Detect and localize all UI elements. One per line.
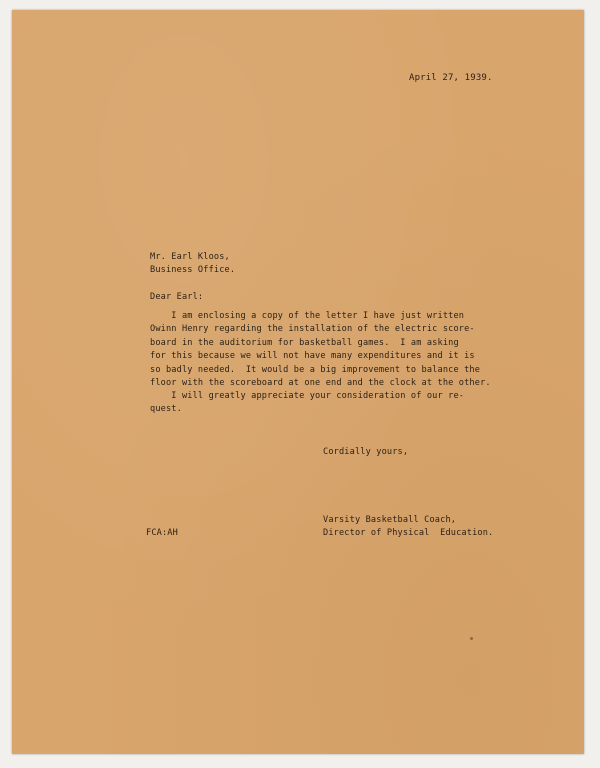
closing: Cordially yours, [323, 447, 409, 457]
recipient-office: Business Office. [150, 265, 236, 275]
body-line: for this because we will not have many expenditures and it is [150, 351, 475, 362]
body-line: I will greatly appreciate your consideration of our re- [150, 391, 465, 401]
paper-speck [470, 637, 473, 640]
body-line: quest. [150, 404, 182, 415]
body-line: I am enclosing a copy of the letter I have just written [150, 311, 465, 321]
typist-initials: FCA:AH [146, 528, 178, 538]
body-paragraph-2 [150, 390, 464, 417]
recipient-name: Mr. Earl Kloos, [150, 252, 230, 262]
letter-date: April 27, 1939. [409, 73, 493, 83]
letter-paper [12, 10, 584, 754]
signature-title-2: Director of Physical Education. [323, 528, 494, 538]
salutation: Dear Earl: [150, 292, 204, 302]
body-line: so badly needed. It would be a big improvement to balance the [150, 364, 481, 375]
body-line: floor with the scoreboard at one end and the clock at the other. [150, 378, 491, 389]
signature-title-1: Varsity Basketball Coach, [323, 515, 457, 525]
body-line: Owinn Henry regarding the installation of the electric score- [150, 324, 475, 335]
body-line: board in the auditorium for basketball games. I am asking [150, 337, 459, 348]
body-paragraph-1 [150, 310, 491, 390]
